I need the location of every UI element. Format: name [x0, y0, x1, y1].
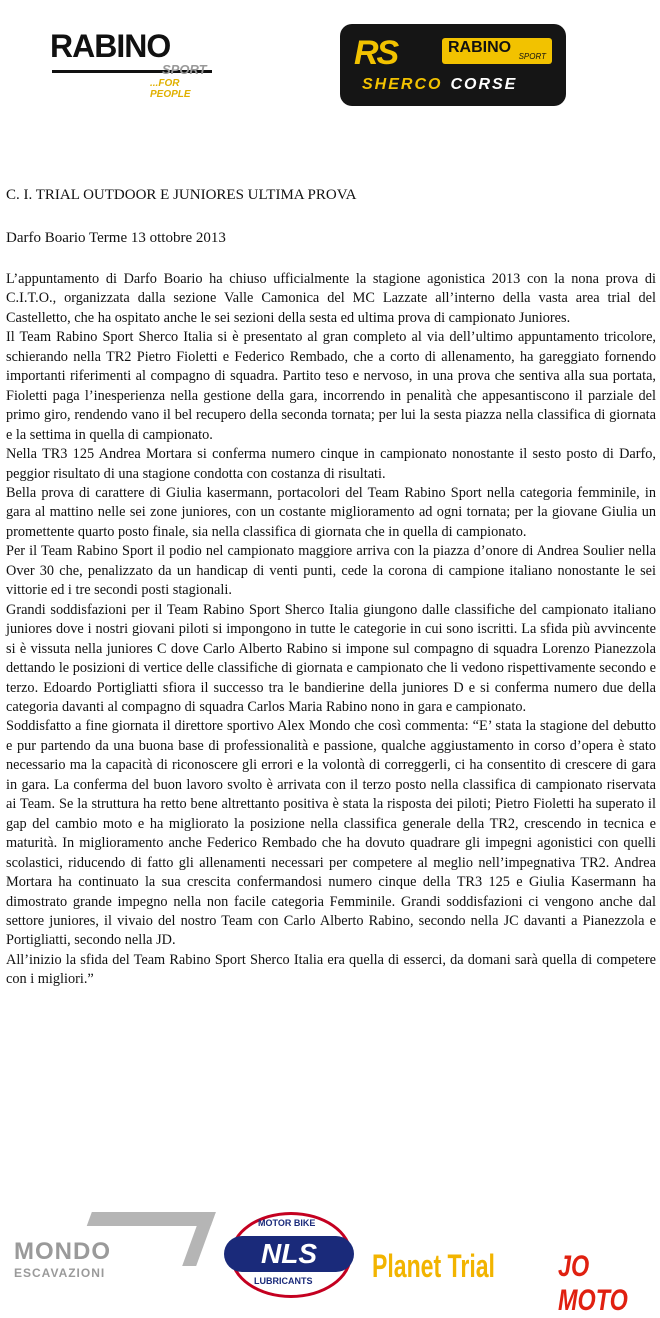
logo-rabino-badge: [442, 38, 552, 64]
document-date: Darfo Boario Terme 13 ottobre 2013: [6, 230, 226, 246]
nls-bottom-text: LUBRICANTS: [254, 1276, 313, 1286]
nls-top-text: MOTOR BIKE: [258, 1218, 316, 1228]
article-body: [6, 270, 656, 990]
document-title: C. I. TRIAL OUTDOOR E JUNIORES ULTIMA PROVA: [6, 187, 357, 203]
paragraph: Per il Team Rabino Sport il podio nel campionato maggiore arriva con la piazza d’onore di Andrea Soulier nella Over 30 che, penalizzato da un handicap di venti punti, cede la corona di campione italiano nonostante le sei vittorie ed i tre secondi posti stagionali.: [6, 543, 656, 599]
paragraph: L’appuntamento di Darfo Boario ha chiuso ufficialmente la stagione agonistica 2013 con la nona prova di C.I.T.O., organizzata dalla sezione Valle Camonica del MC Lazzate all’interno della vasta area trial del Castelletto, che ha ospitato anche le sei sezioni della sesta ed ultima prova di campionato Juniores.: [6, 271, 656, 326]
paragraph: Soddisfatto a fine giornata il direttore sportivo Alex Mondo che così commenta: “E’ stata la stagione del debutto e pur partendo da una buona base di professionalità e passione, qualche aggiustamento in corso d’opera è stato necessario ma la capacità di riconoscere gli errori e la volontà di correggerli, ci ha consentito di crescere di gara in gara. La conferma del buon lavoro svolto è arrivata con il terzo posto nella classifica di campionato riservata ai Team. Se la struttura ha retto bene altrettanto positiva è stata la risposta dei piloti; Pietro Fioletti ha superato il gap del cambio moto e ha migliorato la posizione nella classifica generale della TR2, crescendo in tecnica e maturità. In miglioramento anche Federico Rembado che ha dovuto quadrare gli impegni agonistici con quelli scolastici, riducendo di fatto gli allenamenti necessari per competere al meglio nell’impegnativa TR2. Andrea Mortara ha continuato la sua crescita confermandosi numero cinque della TR3 125 e Giulia Kasermann ha dimostrato grande impegno nella non facile categoria Femminile. Grandi soddisfazioni ci vengono anche dal settore juniores, il vivaio del nostro Team con Carlo Alberto Rabino, secondo nella JC davanti a Pianezzola e Portigliatti, secondo nella JD.: [6, 718, 656, 949]
jo-moto-logo: JO MOTO: [558, 1250, 628, 1317]
logo-rs-mark: RS: [354, 34, 398, 72]
paragraph: Grandi soddisfazioni per il Team Rabino Sport Sherco Italia giungono dalle classifiche del campionato italiano juniores dove i nostri giovani piloti si impongono in tutte le categorie in cui sono iscritti. La sfida più avvincente si è vissuta nella juniores C dove Carlo Alberto Rabino si impone sul compagno di squadra Lorenzo Pianezzola dettando le posizioni di vertice delle classifiche di giornata e campionato che li vedono rispettivamente secondo e terzo. Edoardo Portigliatti sfiora il successo tra le bandierine della juniores D e si conferma numero due della categoria davanti al compagno di squadra Carlos Maria Rabino nono in gara e campionato.: [6, 601, 656, 715]
logo-sherco-word: SHERCO: [362, 76, 443, 93]
mondo-word: MONDO: [14, 1238, 111, 1265]
logo-sport-word: SPORT: [162, 62, 207, 77]
logo-badge-sub: SPORT: [518, 52, 546, 61]
rs-sherco-corse-logo: [340, 24, 566, 106]
paragraph: Bella prova di carattere di Giulia kasermann, portacolori del Team Rabino Sport nella categoria femminile, in gara al mattino nelle sei zone juniores, con un costante miglioramento ad ogni tornata; per la giovane Giulia un promettente quarto posto finale, sia nella classifica di giornata che in quella di campionato.: [6, 484, 656, 540]
nls-mark: NLS: [224, 1236, 354, 1272]
paragraph: Nella TR3 125 Andrea Mortara si conferma numero cinque in campionato nonostante il sesto posto di Darfo, peggior risultato di una stagione condotta con costanza di risultati.: [6, 446, 656, 482]
escavazioni-word: ESCAVAZIONI: [14, 1266, 106, 1280]
paragraph: All’inizio la sfida del Team Rabino Sport Sherco Italia era quella di esserci, da domani sarà quella di competere con i migliori.”: [6, 951, 656, 988]
logo-sherco-corse: [362, 76, 517, 94]
planet-trial-logo: Planet Trial: [372, 1248, 495, 1284]
paragraph: Il Team Rabino Sport Sherco Italia si è presentato al gran completo al via dell’ultimo appuntamento tricolore, schierando nella TR2 Pietro Fioletti e Federico Rembado, che a corto di allenamento, ha gareggiato fornendo importanti riferimenti al compagno di squadra. Partito teso e nervoso, in una prova che sentiva alla sua portata, Fioletti paga l’inesperienza nella gestione della gara, incorrendo in penalità che appesantiscono il parziale del primo giro, rendendo vano il bel recupero della seconda tornata; per lui la sesta piazza nella classifica di giornata e la settima in quella di campionato.: [6, 329, 656, 443]
logo-tagline: ...FOR PEOPLE: [150, 78, 191, 100]
logo-corse-word: CORSE: [450, 76, 518, 93]
nls-lubricants-logo: [218, 1210, 360, 1296]
rabino-sport-logo: [42, 28, 214, 98]
logo-rabino-word: RABINO: [50, 28, 171, 64]
logo-badge-brand: RABINO: [448, 39, 512, 56]
mondo-escavazioni-logo: [12, 1212, 202, 1288]
